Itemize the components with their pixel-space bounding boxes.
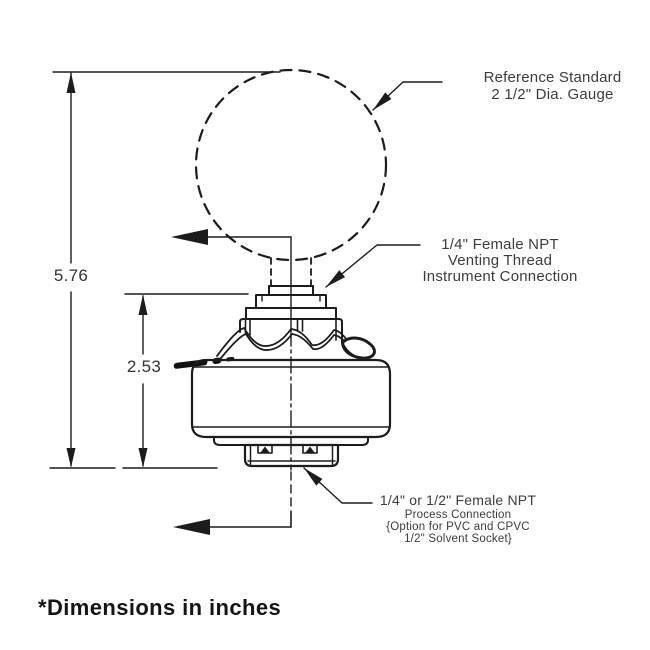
process-line4: 1/2" Solvent Socket}: [404, 533, 512, 545]
process-line2: Process Connection: [404, 509, 512, 521]
process-line3: {Option for PVC and CPVC: [386, 521, 530, 533]
dimensions-in-inches-note: *Dimensions in inches: [38, 595, 282, 620]
venting-line3: Instrument Connection: [422, 268, 578, 285]
process-line1: 1/4" or 1/2" Female NPT: [379, 492, 537, 508]
connector-keying-notches: [258, 445, 317, 453]
body-height-dimension-label: 2.53: [126, 357, 162, 376]
reference-gauge-line2: 2 1/2" Dia. Gauge: [491, 85, 614, 103]
venting-line1: 1/4" Female NPT: [441, 236, 559, 253]
lower-direction-arrow: [173, 472, 291, 535]
overall-height-dimension-label: 5.76: [53, 266, 89, 285]
venting-connection-annotation: [400, 237, 600, 285]
process-connection-annotation: [360, 492, 556, 545]
upper-direction-arrow: [171, 229, 291, 330]
gland-wave-inner: [221, 334, 350, 358]
leader-reference-gauge: [370, 82, 442, 113]
cap-tab-wedge: [343, 338, 375, 358]
dimension-body-height: [125, 294, 248, 468]
venting-line2: Venting Thread: [447, 252, 553, 269]
reference-gauge-annotation: [440, 70, 650, 103]
reference-gauge-circle: [196, 70, 386, 260]
reference-gauge-line1: Reference Standard: [483, 69, 622, 86]
